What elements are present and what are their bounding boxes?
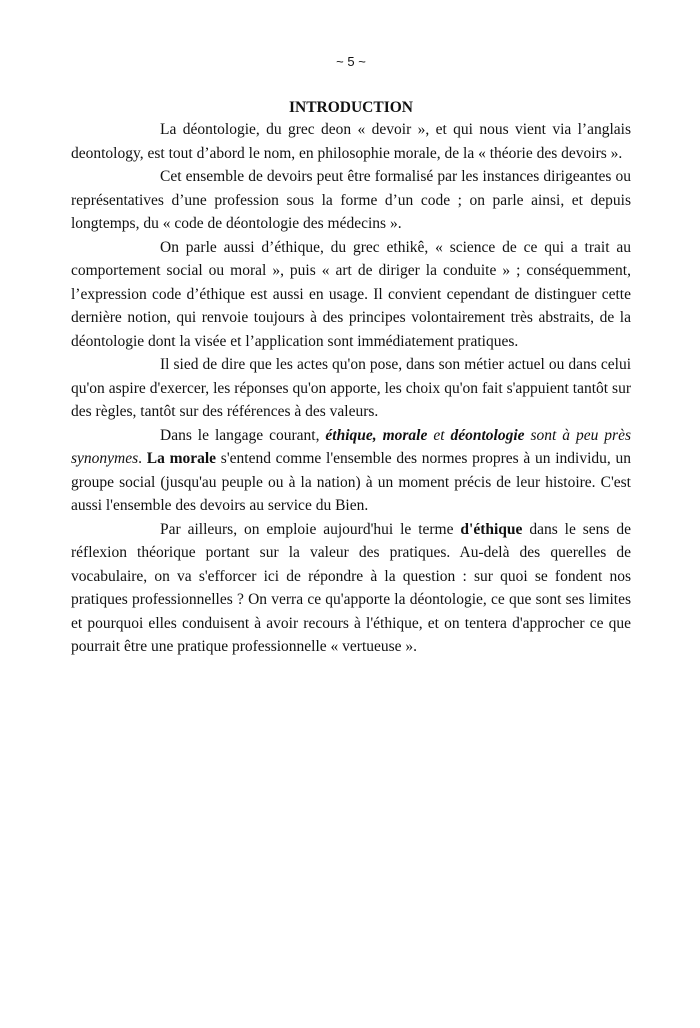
term-d-ethique: d'éthique xyxy=(460,520,523,538)
term-morale: morale xyxy=(382,426,428,444)
paragraph-ethique-definition: On parle aussi d’éthique, du grec ethikê, « science de ce qui a trait au comportement social ou moral », puis « art de diriger la conduite » ; conséquemment, l’expression code d’éthique est aussi en usage. Il convient cependant de distinguer cette dernière notion, qui renvoie toujours à des principes volontairement très abstraits, de la déontologie dont la visée et l’application sont immédiatement pratiques. xyxy=(71,238,631,350)
paragraph-regles-valeurs: Il sied de dire que les actes qu'on pose, dans son métier actuel ou dans celui qu'on aspire d'exercer, les réponses qu'on apporte, les choix qu'on fait s'appuient tantôt sur des règles, tantôt sur des références à des valeurs. xyxy=(71,356,631,420)
text-run-italic: sont à peu près synonymes xyxy=(71,426,631,467)
text-run: s'entend comme l'ensemble des normes propres à un individu, un groupe social (jusqu'au peuple ou à la nation) à un moment précis de leur histoire. C'est aussi l'ensemble des devoirs au service du Bien. xyxy=(71,450,631,514)
paragraph-ethique-reflexion xyxy=(71,518,631,659)
term-ethique: éthique xyxy=(325,426,373,444)
text-run: . xyxy=(138,450,147,467)
text-run: et xyxy=(427,426,451,444)
paragraph-code-professionnel: Cet ensemble de devoirs peut être formalisé par les instances dirigeantes ou représentatives d’une profession sous la forme d’un code ; on parle ainsi, et depuis longtemps, du « code de déontologie des médecins ». xyxy=(71,168,631,232)
term-deontologie: déontologie xyxy=(450,426,525,444)
page-number: ~ 5 ~ xyxy=(336,54,366,69)
text-run: Dans le langage courant, xyxy=(160,426,326,444)
text-run: dans le sens de réflexion théorique portant sur la valeur des pratiques. Au-delà des querelles de vocabulaire, on va s'efforcer ici de répondre à la question : sur quoi se fondent nos pratiques professionnelles ? On verra ce qu'apporte la déontologie, ce que sont ses limites et pourquoi elles conduisent à avoir recours à l'éthique, et on tentera d'approcher ce que pourrait être une pratique professionnelle « vertueuse ». xyxy=(71,520,631,655)
section-title: INTRODUCTION xyxy=(288,99,413,116)
term-la-morale: La morale xyxy=(146,450,217,467)
paragraph-deontologie-definition: La déontologie, du grec deon « devoir », et qui nous vient via l’anglais deontology, est tout d’abord le nom, en philosophie morale, de la « théorie des devoirs ». xyxy=(71,121,631,162)
text-run: , xyxy=(372,426,383,444)
document-page xyxy=(71,52,631,659)
paragraph-langage-courant xyxy=(71,424,631,518)
text-run: Par ailleurs, on emploie aujourd'hui le terme xyxy=(160,520,461,538)
